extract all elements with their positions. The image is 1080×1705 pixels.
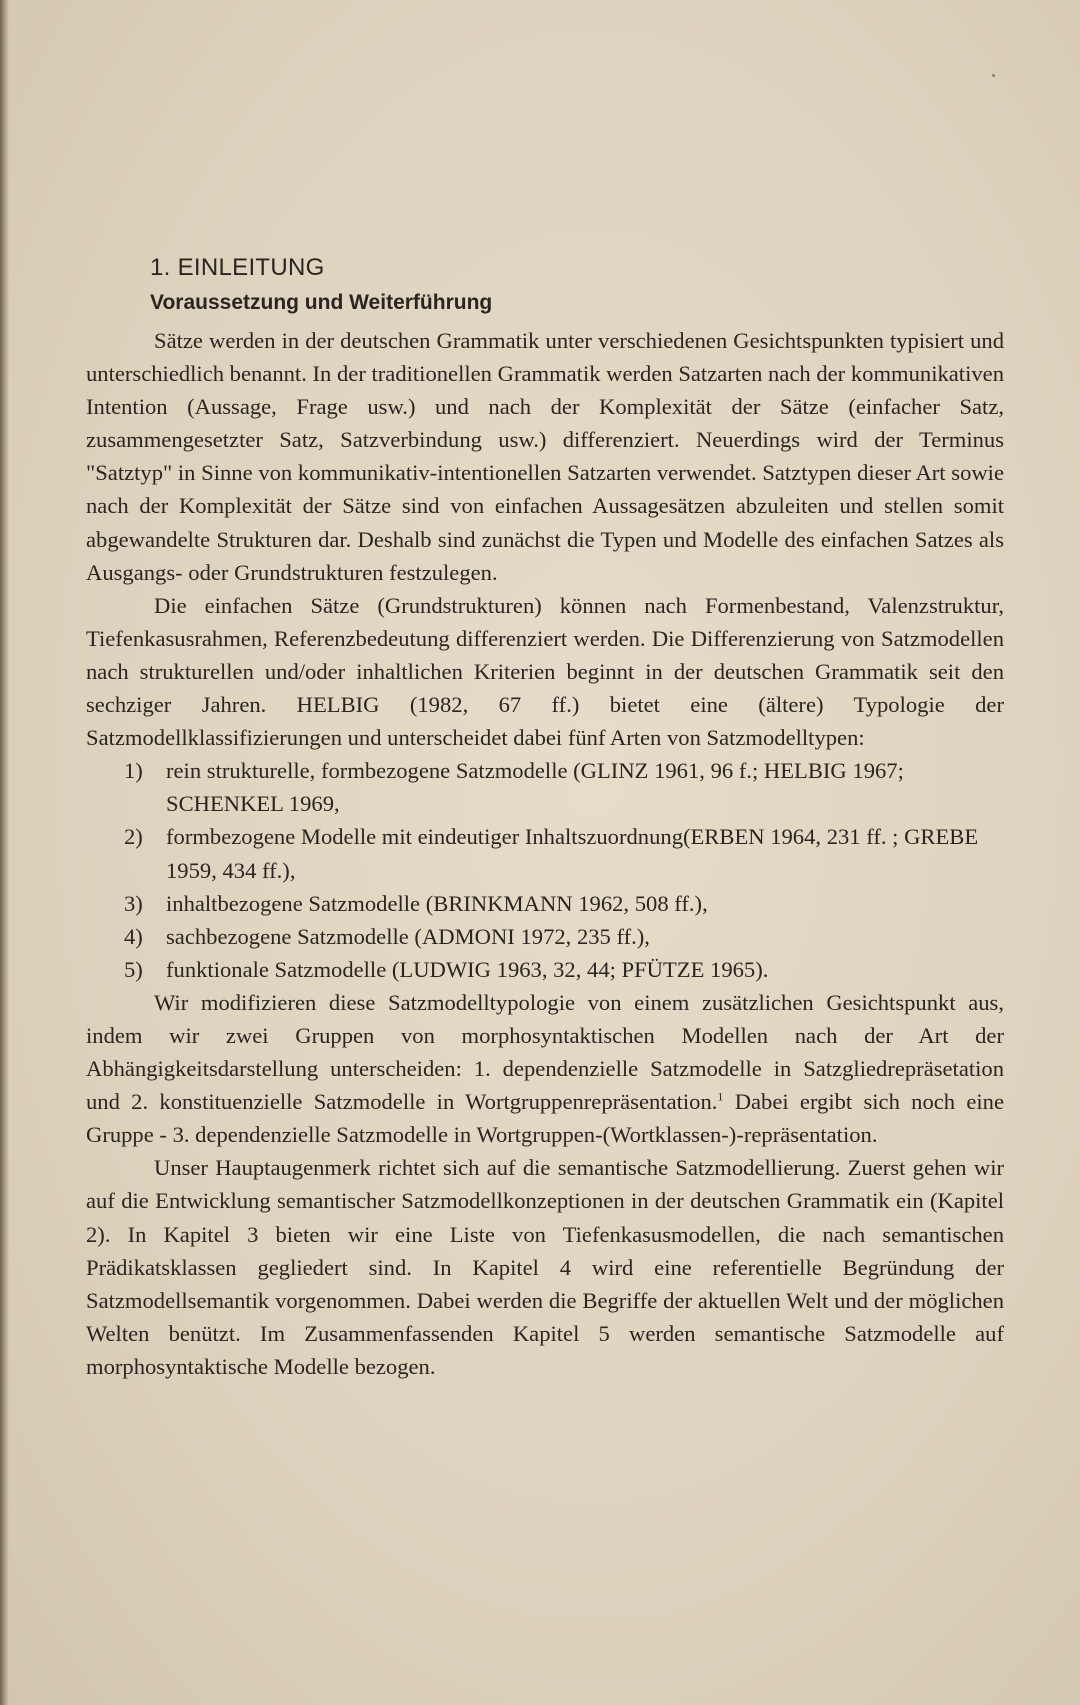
list-item [86,953,1004,986]
list-item-number: 1) [124,758,143,784]
page-content [86,250,1004,1383]
list-item-number: 3) [124,890,143,916]
list-item [86,920,1004,953]
list-item-number: 4) [124,923,143,949]
chapter-heading: 1. EINLEITUNG [150,254,325,281]
paragraph-simple-sentences: Die einfachen Sätze (Grundstrukturen) können nach Formenbestand, Valenzstruktur, Tiefenkasusrahmen, Referenzbedeutung differenziert werden. Die Differenzierung von Satzmodellen nach strukturellen und/oder inhaltlichen Kriterien beginnt in der deutschen Grammatik seit den sechziger Jahren. HELBIG (1982, 67 ff.) bietet eine (ältere) Typologie der Satzmodellklassifizierungen und unterscheidet dabei fünf Arten von Satzmodelltypen: [86,592,1004,751]
paragraph-modification [86,986,1004,1151]
footnote-marker[interactable]: 1 [717,1089,724,1104]
list-item-text: sachbezogene Satzmodelle (ADMONI 1972, 235 ff.), [166,923,650,949]
list-item-text: inhaltbezogene Satzmodelle (BRINKMANN 1962, 508 ff.), [166,890,708,916]
list-item-number: 5) [124,956,143,982]
paragraph-outline: Unser Hauptaugenmerk richtet sich auf die semantische Satzmodellierung. Zuerst gehen wir auf die Entwicklung semantischer Satzmodellkonzeptionen in der deutschen Grammatik ein (Kapitel 2). In Kapitel 3 bieten wir eine Liste von Tiefenkasusmodellen, die nach semantischen Prädikatsklassen gegliedert sind. In Kapitel 4 wird eine referentielle Begründung der Satzmodellsemantik vorgenommen. Dabei werden die Begriffe der aktuellen Welt und der möglichen Welten benützt. Im Zusammenfassenden Kapitel 5 werden semantische Satzmodelle auf morphosyntaktische Modelle bezogen. [86,1155,1004,1379]
list-item-text: rein strukturelle, formbezogene Satzmodelle (GLINZ 1961, 96 f.; HELBIG 1967; SCHENKEL 1969, [166,758,904,817]
section-subheading: Voraussetzung und Weiterführung [150,291,493,314]
page-binding-edge [0,0,9,1705]
list-item [86,887,1004,920]
paragraph-intro: Sätze werden in der deutschen Grammatik unter verschiedenen Gesichtspunkten typisiert und unterschiedlich benannt. In der traditionellen Grammatik werden Satzarten nach der kommunikativen Intention (Aussage, Frage usw.) und nach der Komplexität der Sätze (einfacher Satz, zusammengesetzter Satz, Satzverbindung usw.) differenziert. Neuerdings wird der Terminus "Satztyp" in Sinne von kommunikativ-intentionellen Satzarten verwendet. Satztypen dieser Art sowie nach der Komplexität der Sätze sind von einfachen Aussagesätzen abzuleiten und stellen somit abgewandelte Strukturen dar. Deshalb sind zunächst die Typen und Modelle des einfachen Satzes als Ausgangs- oder Grundstrukturen festzulegen. [86,328,1004,585]
list-item-text: formbezogene Modelle mit eindeutiger Inhaltszuordnung(ERBEN 1964, 231 ff. ; GREBE 1959, 434 ff.), [166,824,979,883]
list-item [86,754,1004,820]
paragraph-text: Dabei ergibt sich noch eine Gruppe - 3. dependenzielle Satzmodelle in Wortgruppen-(Wortklassen-)-repräsentation. [86,1089,1004,1148]
list-item-number: 2) [124,824,143,850]
model-type-list [86,754,1004,986]
list-item-text: funktionale Satzmodelle (LUDWIG 1963, 32, 44; PFÜTZE 1965). [166,956,769,982]
list-item [86,820,1004,886]
paragraph-text: Wir modifizieren diese Satzmodelltypologie von einem zusätzlichen Gesichtspunkt aus, indem wir zwei Gruppen von morphosyntaktischen Modellen nach der Art der Abhängigkeitsdarstellung unterscheiden: 1. dependenzielle Satzmodelle in Satzgliedrepräsetation und 2. konstituenzielle Satzmodelle in Wortgruppenrepräsentation. [86,989,1004,1115]
paper-speck [992,74,995,77]
